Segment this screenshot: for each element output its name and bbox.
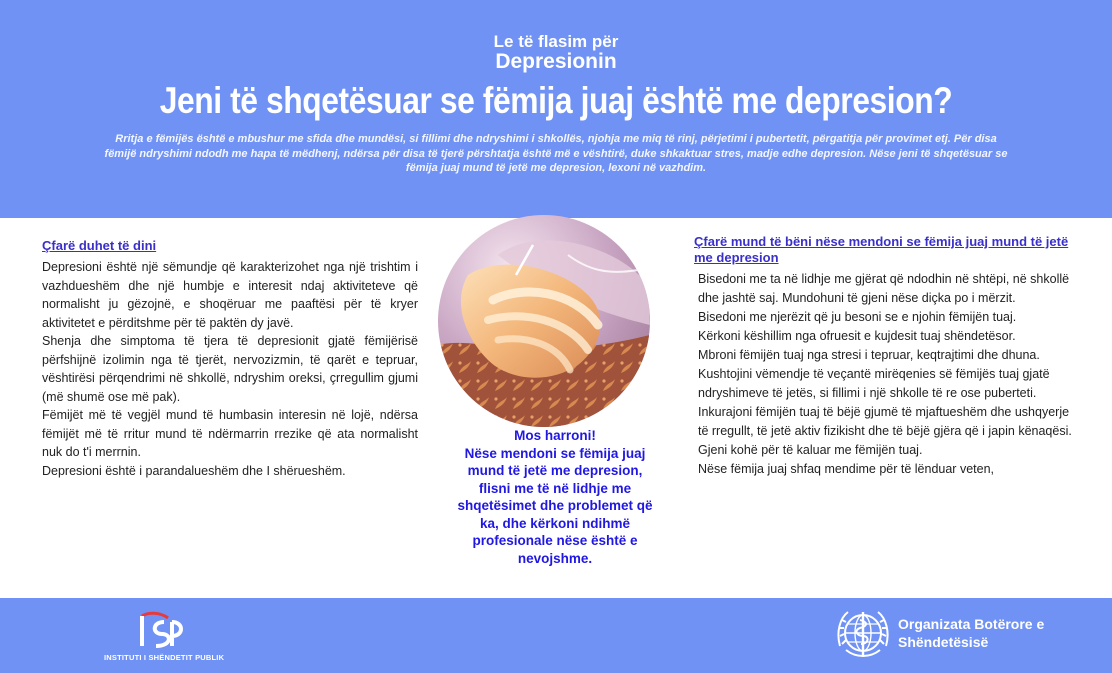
page-title: Jeni të shqetësuar se fëmija juaj është me depresion? (159, 80, 953, 121)
left-paragraph: Fëmijët më të vegjël mund të humbasin interesin në lojë, ndërsa fëmijët më të rritur mund të ndërmarrin rrezike që ata normalisht nuk do t'i merrnin. (42, 408, 418, 459)
advice-item: Kërkoni këshillim nga ofruesit e kujdesit tuaj shëndetësor. (698, 329, 1016, 343)
advice-item: Bisedoni me njerëzit që ju besoni se e njohin fëmijën tuaj. (698, 310, 1017, 324)
left-paragraph: Depresioni është i parandalueshëm dhe I shërueshëm. (42, 463, 346, 478)
advice-item: Mbroni fëmijën tuaj nga stresi i tepruar, keqtrajtimi dhe dhuna. (698, 348, 1040, 362)
left-paragraph: Depresioni është një sëmundje që karakterizohet nga një trishtim i vazhdueshëm dhe një humbje e interesit ndaj aktiviteteve që normalisht ju gëzojnë, e shoqëruar me paaftësi për të kryer aktivitetet e përditshme për të paktën dy javë. (42, 260, 418, 330)
isp-mark-icon (138, 610, 184, 650)
advice-item: Gjeni kohë për të kaluar me fëmijën tuaj. (698, 443, 923, 457)
who-emblem-icon (834, 606, 892, 664)
who-name (898, 615, 1048, 651)
reminder-content: Mos harroni! Nëse mendoni se fëmija juaj mund të jetë me depresion, flisni me të në lidhje me shqetësimet dhe problemet që ka, dhe kërkoni ndihmë profesionale nëse është e nevojshme. (457, 428, 653, 566)
advice-item: Nëse fëmija juaj shfaq mendime për të lënduar veten, (698, 462, 994, 476)
header-subtitle: Depresionin (495, 50, 617, 73)
header-eyebrow: Le të flasim për (493, 32, 619, 51)
what-to-know-heading: Çfarë duhet të dini (42, 238, 157, 253)
isp-name: INSTITUTI I SHËNDETIT PUBLIK (104, 653, 225, 662)
advice-item: Inkurajoni fëmijën tuaj të bëjë gjumë të mjaftueshëm dhe ushqyerje të rregullt, të jetë aktiv fizikisht dhe të bëjë gjëra që i japin kënaqësi. (698, 405, 1072, 438)
right-column (694, 234, 1074, 479)
advice-item: Kushtojini vëmendje të veçantë mirëqenies së fëmijës tuaj gjatë ndryshimeve të jetës, si fillimi i një shkolle të re ose puberteti. (698, 367, 1050, 400)
what-you-can-do-heading: Çfarë mund të bëni nëse mendoni se fëmija juaj mund të jetë me depresion (694, 234, 1069, 265)
who-name-text: Organizata Botërore e Shëndetësisë (898, 616, 1045, 650)
header-banner (0, 0, 1112, 218)
hands-image (438, 215, 650, 427)
intro-text: Rritja e fëmijës është e mbushur me sfida dhe mundësi, si fillimi dhe ndryshimi i shkollës, njohja me miq të rinj, përjetimi i pubertetit, përgatitja për provimet etj. Për disa fëmijë ndryshimi ndodh me hapa të mëdhenj, ndërsa për disa të tjerë përshtatja është më e vështirë, duke shkaktuar stres, madje edhe depresion. Nëse jeni të shqetësuar se fëmija juaj mund të jetë me depresion, lexoni në vazhdim. (104, 133, 1008, 174)
left-paragraph: Shenja dhe simptoma të tjera të depresionit gjatë fëmijërisë përfshijnë izolimin nga të tjerët, nervozizmin, të qarët e tepruar, vështirësi përqendrimi në shkollë, ndryshim oreksi, çrregullim gjumi (më shumë ose më pak). (42, 334, 418, 404)
hands-illustration (438, 215, 650, 427)
isp-logo (104, 608, 234, 668)
advice-item: Bisedoni me ta në lidhje me gjërat që ndodhin në shtëpi, në shkollë dhe jashtë saj. Mundohuni të gjeni nëse diçka po i mërzit. (698, 272, 1070, 305)
reminder-text (455, 427, 655, 567)
footer-banner (0, 598, 1112, 673)
advice-list (694, 270, 1074, 479)
left-column (42, 238, 418, 480)
